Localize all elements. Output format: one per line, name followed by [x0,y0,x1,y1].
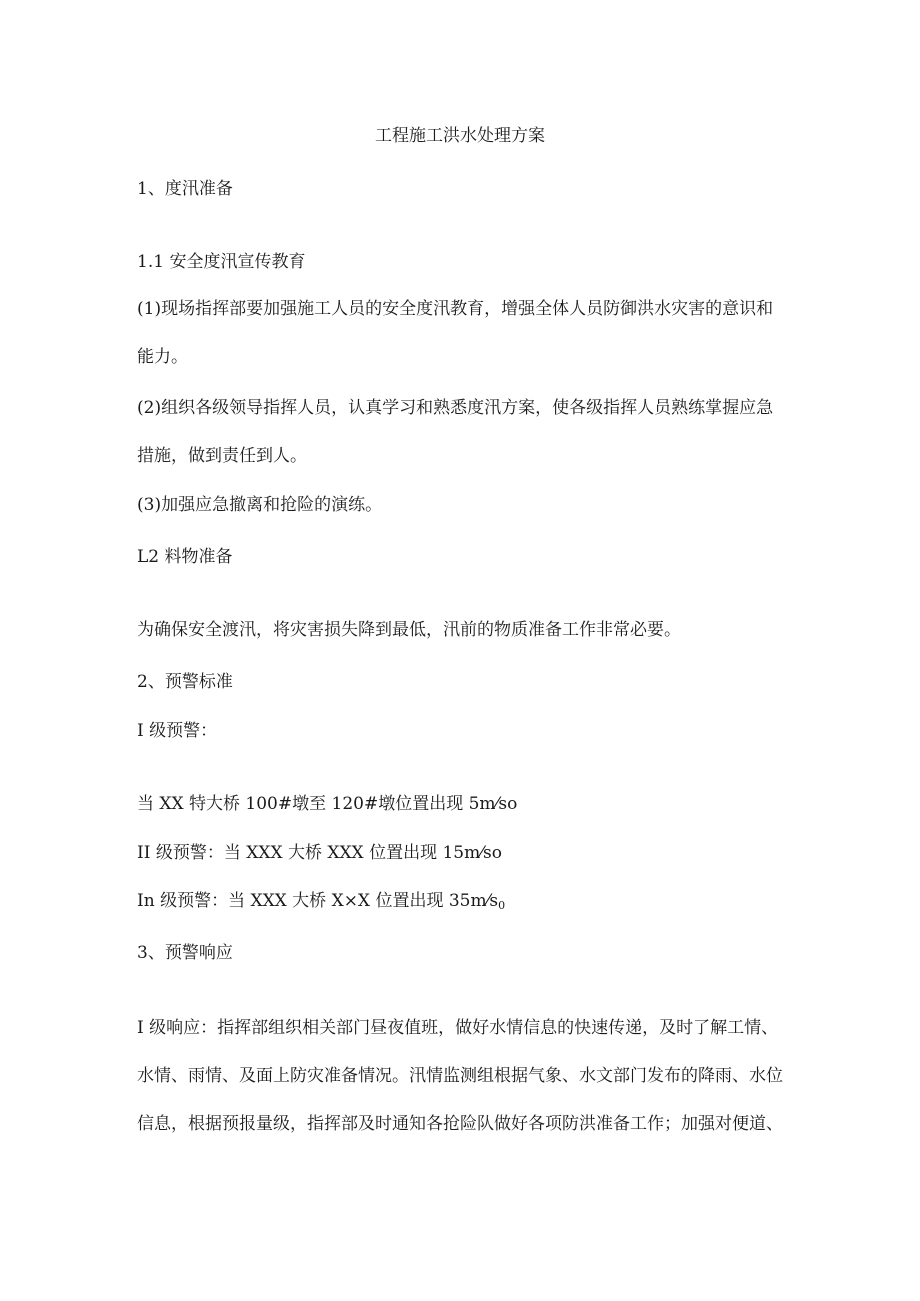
paragraph-1-line-2: 能力。 [137,347,188,367]
document-title: 工程施工洪水处理方案 [375,126,545,146]
section-1-2-heading: L2 料物准备 [137,547,233,567]
section-3-heading: 3、预警响应 [137,943,233,963]
response-1-line-3: 信息，根据预报量级，指挥部及时通知各抢险队做好各项防洪准备工作；加强对便道、 [137,1114,783,1134]
warning-level-3-subscript: 0 [498,899,506,912]
section-1-1-heading: 1.1 安全度汛宣传教育 [137,252,306,272]
warning-level-2-text: II 级预警：当 XXX 大桥 XXX 位置出现 15m⁄so [137,843,503,863]
response-1-line-1: I 级响应：指挥部组织相关部门昼夜值班，做好水情信息的快速传递，及时了解工情、 [137,1018,779,1038]
paragraph-3-line-1: (3)加强应急撤离和抢险的演练。 [137,495,383,515]
paragraph-4-line-1: 为确保安全渡汛，将灾害损失降到最低，汛前的物质准备工作非常必要。 [137,620,681,640]
warning-level-3-line [137,890,505,917]
warning-level-3-text: In 级预警：当 XXX 大桥 X×X 位置出现 35m⁄s [137,891,499,911]
response-1-line-2: 水情、雨情、及面上防灾准备情况。汛情监测组根据气象、水文部门发布的降雨、水位 [137,1066,783,1086]
paragraph-2-line-2: 措施，做到责任到人。 [137,446,307,466]
warning-level-1-text: 当 XX 特大桥 100#墩至 120#墩位置出现 5m⁄so [137,794,518,814]
warning-level-1-label: I 级预警： [137,721,218,741]
paragraph-1-line-1: (1)现场指挥部要加强施工人员的安全度汛教育，增强全体人员防御洪水灾害的意识和 [137,299,774,319]
section-1-heading: 1、度汛准备 [137,179,233,199]
section-2-heading: 2、预警标准 [137,672,233,692]
paragraph-2-line-1: (2)组织各级领导指挥人员，认真学习和熟悉度汛方案，使各级指挥人员熟练掌握应急 [137,398,774,418]
